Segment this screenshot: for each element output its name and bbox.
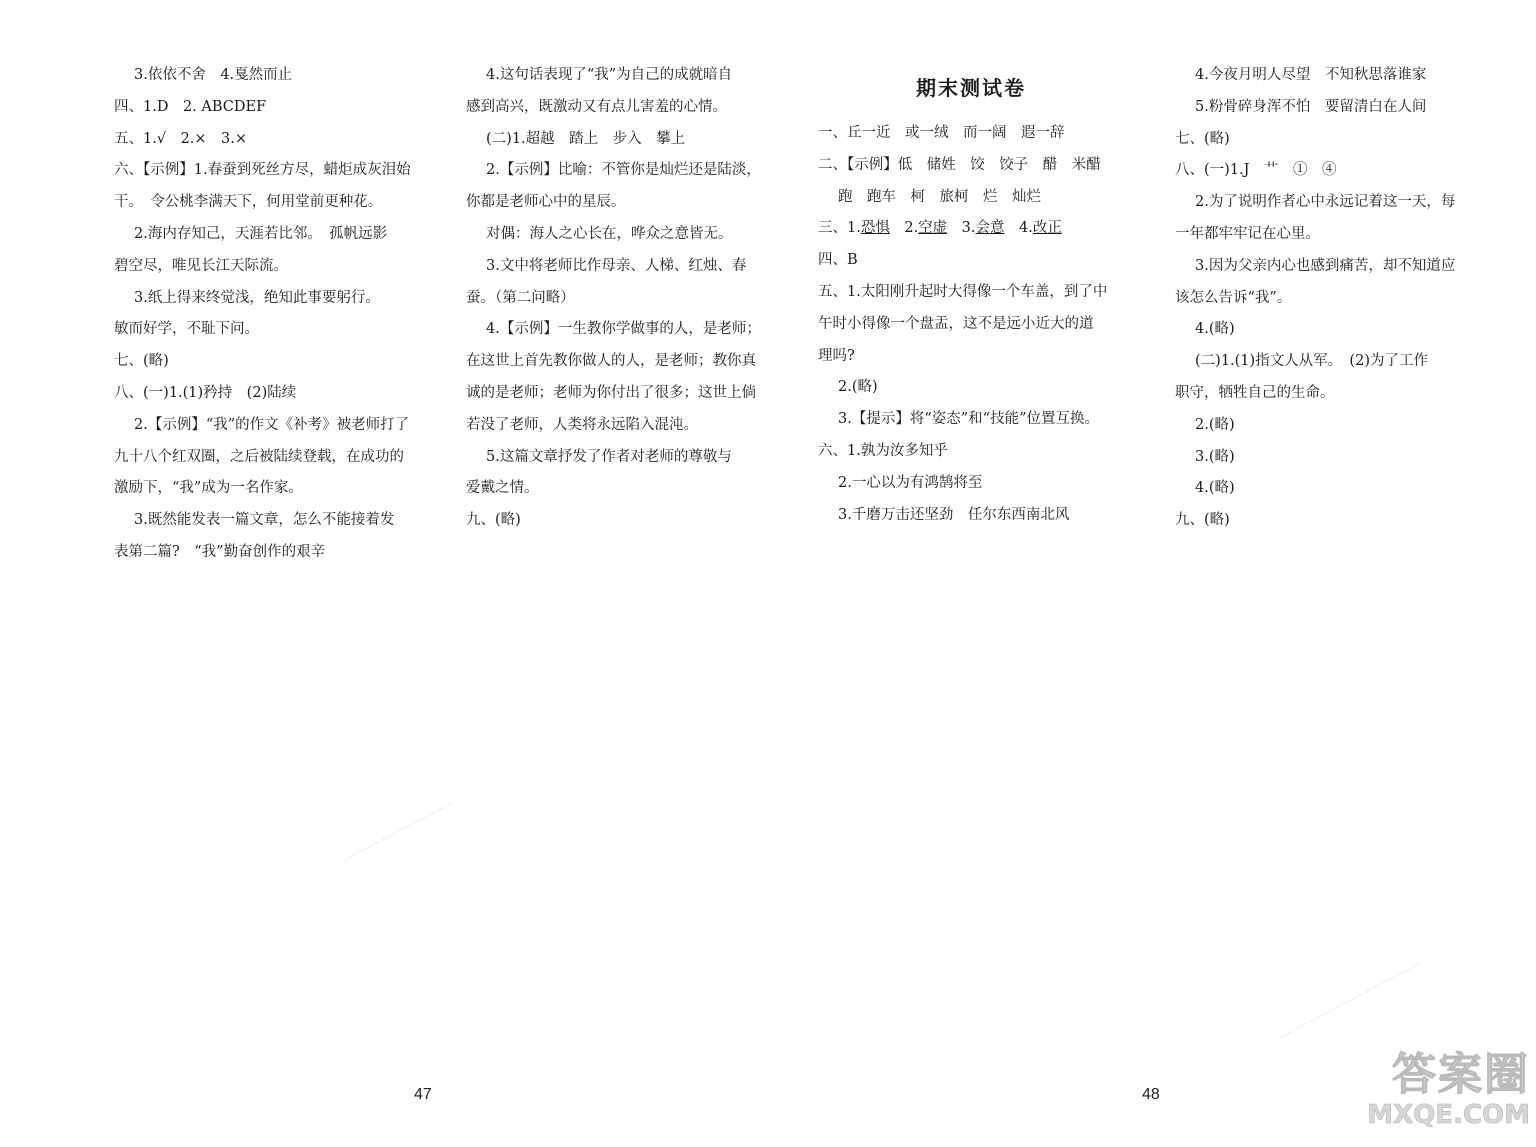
answer-line: 你都是老师心中的星辰。	[466, 194, 626, 211]
answer-line: 六、【示例】1.春蚕到死丝方尽，蜡炬成灰泪始	[114, 162, 411, 179]
answer-line: 四、1.D 2. ABCDEF	[114, 98, 267, 115]
page47-column-right	[466, 60, 761, 537]
answer-line: (二)1.超越 踏上 步入 攀上	[486, 130, 686, 147]
answer-line: 3.千磨万击还坚劲 任尔东西南北风	[838, 506, 1070, 523]
page-number-48: 48	[1142, 1086, 1160, 1103]
answer-line: 八、(一)1.J 艹 ① ④	[1175, 162, 1337, 179]
answer-line: 4.(略)	[1195, 321, 1235, 338]
answer-line: 六、1.孰为汝多知乎	[818, 442, 948, 459]
answer-text: 2.	[889, 220, 919, 237]
answer-line: 感到高兴，既激动又有点儿害羞的心情。	[466, 98, 727, 115]
answer-line: 七、(略)	[1175, 130, 1230, 147]
answer-line: 八、(一)1.(1)矜持 (2)陆续	[114, 384, 297, 401]
page47-column-left	[114, 60, 411, 569]
answer-line: 五、1.太阳刚升起时大得像一个车盖，到了中	[818, 283, 1108, 300]
answer-line: 2.(略)	[1195, 416, 1235, 433]
answer-line: 午时小得像一个盘盂，这不是远小近大的道	[818, 315, 1094, 332]
answer-line: 2.【示例】“我”的作文《补考》被老师打了	[134, 416, 410, 433]
watermark-url: MXQE.COM	[1367, 1100, 1530, 1130]
underlined-answer: 空虚	[918, 220, 948, 237]
answer-line: 2.(略)	[838, 379, 878, 396]
underlined-answer: 改正	[1032, 220, 1062, 237]
answer-line: 职守，牺牲自己的生命。	[1175, 384, 1335, 401]
answer-line: 四、B	[818, 252, 858, 269]
page-title: 期末测试卷	[916, 76, 1026, 100]
answer-line: 2.【示例】比喻：不管你是灿烂还是陆淡，	[486, 162, 761, 179]
answer-text: 三、1.	[818, 220, 861, 237]
page-number-47: 47	[414, 1086, 432, 1103]
answer-line: 激励下，“我”成为一名作家。	[114, 480, 303, 497]
answer-line: 七、(略)	[114, 353, 169, 370]
scan-artifact	[347, 802, 453, 859]
answer-line: 理吗?	[818, 347, 855, 364]
answer-line: 九、(略)	[1175, 512, 1230, 529]
answer-line: 2.一心以为有鸿鹄将至	[838, 474, 983, 491]
page48-column-right	[1175, 60, 1455, 537]
answer-line: 一年都牢牢记在心里。	[1175, 225, 1320, 242]
answer-line: 表第二篇? “我”勤奋创作的艰辛	[114, 543, 326, 560]
answer-line: 3.【提示】将“姿态”和“技能”位置互换。	[838, 411, 1099, 428]
answer-line: (二)1.(1)指文人从军。 (2)为了工作	[1195, 353, 1428, 370]
answer-line: 3.既然能发表一篇文章，怎么不能接着发	[134, 512, 395, 529]
answer-line: 3.文中将老师比作母亲、人梯、红烛、春	[486, 257, 747, 274]
answer-line	[818, 213, 1107, 245]
watermark-logo	[1290, 1050, 1530, 1145]
answer-line: 二、【示例】低 储姓 饺 饺子 醋 米醋	[818, 156, 1101, 173]
answer-line: 跑 跑车 柯 旅柯 烂 灿烂	[838, 188, 1041, 205]
scan-artifact	[1279, 963, 1421, 1039]
answer-line: 4.这句话表现了“我”为自己的成就暗自	[486, 67, 733, 83]
answer-line: 3.(略)	[1195, 448, 1235, 465]
answer-line: 4.(略)	[1195, 480, 1235, 497]
answer-line: 4.【示例】一生教你学做事的人，是老师；	[486, 321, 761, 338]
answer-line: 5.这篇文章抒发了作者对老师的尊敬与	[486, 448, 732, 465]
answer-line: 对偶：海人之心长在，哗众之意皆无。	[486, 225, 733, 242]
watermark-text: 答案圈	[1392, 1049, 1530, 1100]
answer-line: 3.依依不舍 4.戛然而止	[134, 67, 293, 83]
answer-line: 诚的是老师；老师为你付出了很多；这世上倘	[466, 384, 756, 401]
answer-line: 3.因为父亲内心也感到痛苦，却不知道应	[1195, 257, 1456, 274]
answer-line: 五、1.√ 2.× 3.×	[114, 130, 248, 147]
underlined-answer: 会意	[975, 220, 1005, 237]
answer-line: 4.今夜月明人尽望 不知秋思落谁家	[1195, 67, 1427, 83]
answer-text: 4.	[1004, 220, 1033, 237]
answer-line: 2.海内存知己，天涯若比邻。 孤帆远影	[134, 225, 388, 242]
answer-line: 碧空尽，唯见长江天际流。	[114, 257, 288, 274]
answer-line: 该怎么告诉“我”。	[1175, 289, 1292, 306]
answer-line: 在这世上首先教你做人的人，是老师；教你真	[466, 353, 756, 370]
answer-line: 九十八个红双圈，之后被陆续登载，在成功的	[114, 448, 404, 465]
answer-line: 敏而好学，不耻下问。	[114, 321, 259, 338]
answer-line: 5.粉骨碎身浑不怕 要留清白在人间	[1195, 98, 1427, 115]
underlined-answer: 恐惧	[860, 220, 890, 237]
answer-text: 3.	[947, 220, 976, 237]
answer-line: 2.为了说明作者心中永远记着这一天，每	[1195, 194, 1456, 211]
answer-line: 一、丘一近 或一绒 而一阔 遐一辞	[818, 125, 1065, 141]
answer-line: 干。 令公桃李满天下，何用堂前更种花。	[114, 194, 383, 211]
answer-line: 蚕。（第二问略）	[466, 289, 575, 306]
page48-column-left	[818, 118, 1107, 531]
answer-line: 3.纸上得来终觉浅，绝知此事要躬行。	[134, 289, 380, 306]
answer-line: 爱戴之情。	[466, 480, 539, 497]
answer-line: 九、(略)	[466, 512, 521, 529]
answer-line: 若没了老师，人类将永远陷入混沌。	[466, 416, 698, 433]
